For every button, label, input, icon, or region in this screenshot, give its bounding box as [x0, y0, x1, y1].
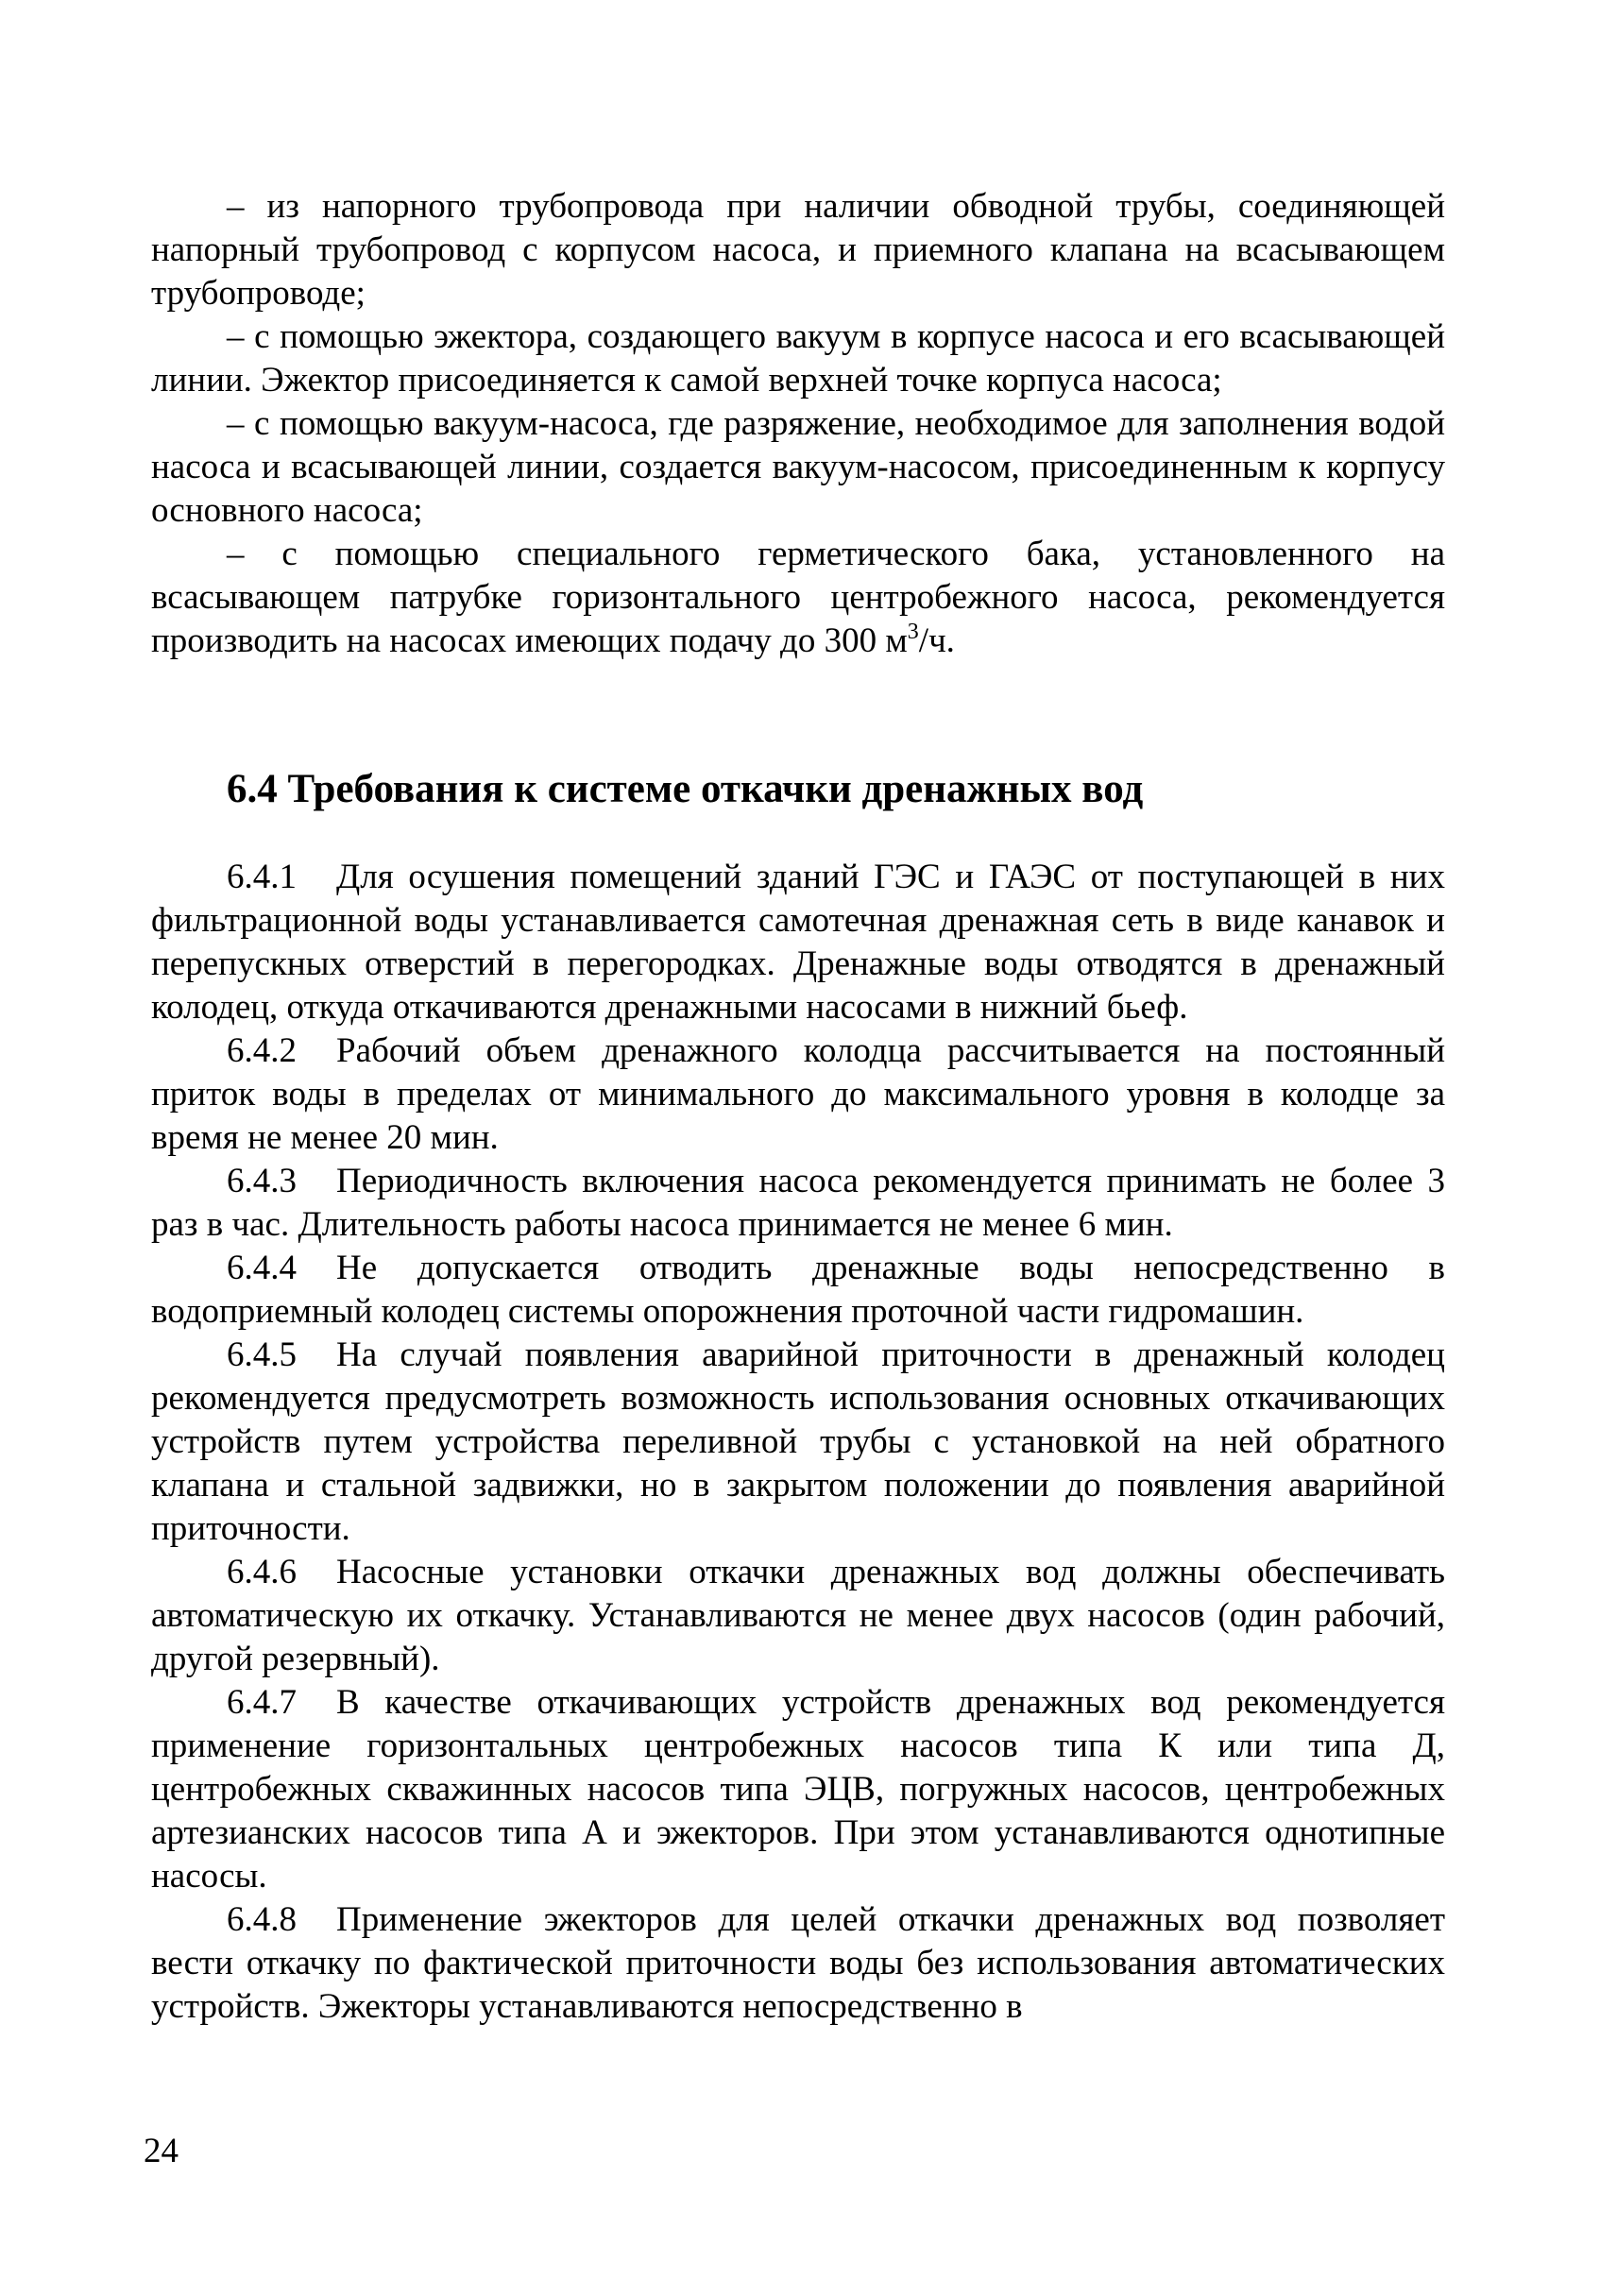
clause-6-4-4	[151, 1247, 1445, 1334]
bullet-paragraph-1: – из напорного трубопровода при наличии обводной трубы, соединяющей напорный трубопровод с корпусом насоса, и приемного клапана на всасывающем трубопроводе;	[151, 187, 1445, 313]
page-content	[151, 185, 1445, 2029]
clause-6-4-5	[151, 1334, 1445, 1551]
clause-text: В качестве откачивающих устройств дренажных вод рекомендуется применение горизонтальных центробежных насосов типа К или типа Д, центробежных скважинных насосов типа ЭЦВ, погружных насосов, центробежных артезианских насосов типа А и эжекторов. При этом устанавливаются однотипные насосы.	[151, 1683, 1445, 1896]
clause-text: Применение эжекторов для целей откачки дренажных вод позволяет вести откачку по фактической приточности воды без использования автоматических устройств. Эжекторы устанавливаются непосредственно в	[151, 1900, 1445, 2026]
clause-number: 6.4.3	[227, 1162, 297, 1200]
clause-6-4-8	[151, 1898, 1445, 2029]
section-heading: 6.4 Требования к системе откачки дренажных вод	[227, 767, 1144, 811]
clause-number: 6.4.8	[227, 1900, 297, 1939]
bullet-paragraph-2: – с помощью эжектора, создающего вакуум в корпусе насоса и его всасывающей линии. Эжектор присоединяется к самой верхней точке корпуса насоса;	[151, 317, 1445, 400]
clause-text: Рабочий объем дренажного колодца рассчитывается на постоянный приток воды в пределах от минимального до максимального уровня в колодце за время не менее 20 мин.	[151, 1031, 1445, 1157]
clause-text: Не допускается отводить дренажные воды непосредственно в водоприемный колодец системы опорожнения проточной части гидромашин.	[151, 1249, 1445, 1331]
clause-text: Для осушения помещений зданий ГЭС и ГАЭС от поступающей в них фильтрационной воды устанавливается самотечная дренажная сеть в виде канавок и перепускных отверстий в перегородках. Дренажные воды отводятся в дренажный колодец, откуда откачиваются дренажными насосами в нижний бьеф.	[151, 858, 1445, 1027]
clause-number: 6.4.2	[227, 1031, 297, 1070]
bullet-4-tail: /ч.	[918, 621, 955, 660]
page-number: 24	[144, 2132, 179, 2170]
clause-text: Периодичность включения насоса рекомендуется принимать не более 3 раз в час. Длительность работы насоса принимается не менее 6 мин.	[151, 1162, 1445, 1244]
clause-number: 6.4.5	[227, 1335, 297, 1374]
clause-6-4-3	[151, 1160, 1445, 1247]
clause-number: 6.4.6	[227, 1553, 297, 1591]
clause-number: 6.4.4	[227, 1249, 297, 1287]
clause-number: 6.4.7	[227, 1683, 297, 1722]
clause-6-4-1	[151, 856, 1445, 1029]
clause-text: На случай появления аварийной приточности в дренажный колодец рекомендуется предусмотреть возможность использования основных откачивающих устройств путем устройства переливной трубы с установкой на ней обратного клапана и стальной задвижки, но в закрытом положении до появления аварийной приточности.	[151, 1335, 1445, 1548]
clause-6-4-2	[151, 1029, 1445, 1160]
bullet-4-text: – с помощью специального герметического бака, установленного на всасывающем патрубке горизонтального центробежного насоса, рекомендуется производить на насосах имеющих подачу до 300 м	[151, 535, 1445, 660]
bullet-paragraph-4	[151, 533, 1445, 663]
bullet-paragraph-3: – с помощью вакуум-насоса, где разряжение, необходимое для заполнения водой насоса и всасывающей линии, создается вакуум-насосом, присоединенным к корпусу основного насоса;	[151, 404, 1445, 530]
clause-number: 6.4.1	[227, 858, 297, 896]
clause-6-4-6	[151, 1551, 1445, 1681]
clause-text: Насосные установки откачки дренажных вод должны обеспечивать автоматическую их откачку. Устанавливаются не менее двух насосов (один рабочий, другой резервный).	[151, 1553, 1445, 1678]
clause-6-4-7	[151, 1681, 1445, 1898]
bullet-4-superscript: 3	[907, 620, 919, 644]
